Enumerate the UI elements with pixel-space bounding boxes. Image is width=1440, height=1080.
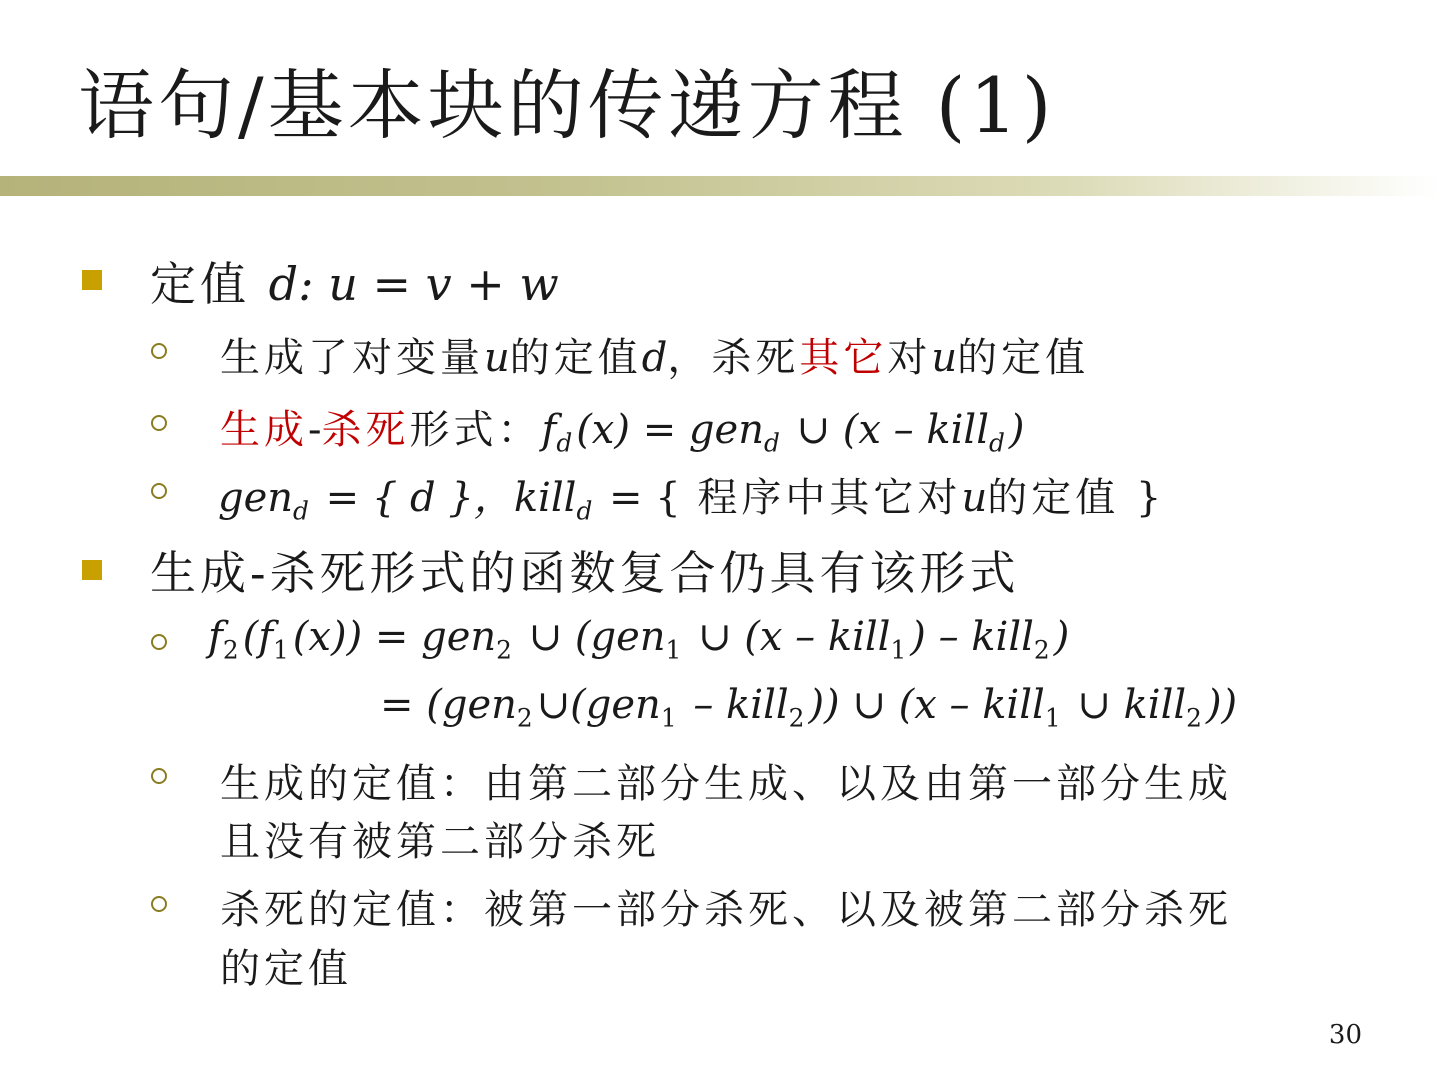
- subscript: 2: [788, 703, 809, 733]
- subscript: 2: [222, 635, 243, 665]
- sub-bullet-1-2: [220, 398, 1024, 458]
- var-u: u: [961, 475, 988, 521]
- subscript: 1: [273, 635, 293, 665]
- sub-bullet-1-3: [218, 466, 1165, 526]
- bullet-1-text: [150, 248, 559, 314]
- highlight-text: 生成: [220, 407, 308, 453]
- sub-bullet-2-2-line-2: 且没有被第二部分杀死: [220, 819, 660, 865]
- formula-part: (x)) = gen: [292, 614, 497, 660]
- formula-part: = {: [596, 475, 681, 521]
- formula-part: kill: [513, 475, 577, 521]
- bullet-1-formula: d: u = v + w: [268, 257, 559, 311]
- formula-part: ∪ (x – kill: [783, 407, 989, 453]
- sub-bullet-circle: [151, 634, 167, 650]
- formula-part: ∪ (gen: [515, 614, 666, 660]
- sub-bullet-circle: [151, 415, 167, 431]
- subscript: d: [556, 428, 577, 458]
- sub-bullet-2-1-line-2: [380, 682, 1237, 733]
- subscript: 1: [890, 635, 911, 665]
- formula-part: ) – kill: [910, 614, 1034, 660]
- formula-part: ): [1053, 614, 1070, 660]
- formula-part: ): [1008, 407, 1025, 453]
- subscript: 1: [1044, 703, 1065, 733]
- text: 的定值: [509, 335, 642, 381]
- text: 生成了对变量: [220, 335, 484, 381]
- slide-title: 语句/基本块的传递方程 (1): [78, 61, 1056, 150]
- var-u: u: [484, 335, 510, 381]
- formula-part: = (gen: [380, 682, 517, 728]
- text: ，杀死: [667, 335, 800, 381]
- sub-bullet-2-1-line-1: [208, 614, 1069, 665]
- highlight-text: 杀死: [321, 407, 410, 453]
- formula-part: ∪ kill: [1064, 682, 1187, 728]
- sub-bullet-2-2-line-1: 生成的定值：由第二部分生成、以及由第一部分生成: [220, 761, 1232, 807]
- formula-part: f: [541, 407, 557, 453]
- bullet-square-2: [82, 560, 102, 580]
- formula-part: (f: [242, 614, 274, 660]
- text: 对: [887, 335, 932, 381]
- formula-part: f: [208, 614, 223, 660]
- subscript: 2: [516, 703, 537, 733]
- subscript: 2: [496, 635, 516, 665]
- subscript: d: [763, 428, 784, 458]
- formula-part: (x) = gen: [576, 407, 764, 453]
- subscript: d: [576, 496, 597, 526]
- text: 的定值: [957, 335, 1090, 381]
- text: 的定值 }: [987, 475, 1166, 521]
- title-rule: [0, 176, 1440, 196]
- sub-bullet-1-1: [220, 326, 1089, 383]
- sub-bullet-circle: [151, 896, 167, 912]
- page-number: 30: [1328, 1020, 1362, 1050]
- subscript: 2: [1186, 703, 1206, 733]
- subscript: d: [989, 428, 1009, 458]
- formula-part: ∪(gen: [536, 682, 661, 728]
- sub-bullet-2-3-line-1: 杀死的定值：被第一部分杀死、以及被第二部分杀死: [220, 887, 1232, 933]
- formula-part: )): [1205, 682, 1238, 728]
- subscript: 1: [665, 635, 686, 665]
- var-u: u: [931, 335, 958, 381]
- sub-bullet-2-3-line-2: 的定值: [220, 946, 352, 992]
- bullet-square-1: [82, 270, 102, 290]
- formula-part: ∪ (x – kill: [685, 614, 891, 660]
- subscript: d: [293, 496, 313, 526]
- sub-bullet-circle: [151, 483, 167, 499]
- bullet-2-text: 生成-杀死形式的函数复合仍具有该形式: [150, 546, 1020, 600]
- text: 形式：: [409, 407, 542, 453]
- text: 程序中其它对: [680, 475, 962, 521]
- subscript: 2: [1033, 635, 1054, 665]
- var-d: d: [641, 335, 668, 381]
- bullet-1-prefix: 定值: [150, 257, 250, 311]
- subscript: 1: [660, 703, 681, 733]
- formula-part: = { d }，: [312, 475, 514, 521]
- formula-part: – kill: [680, 682, 789, 728]
- highlight-text: 其它: [799, 335, 888, 381]
- formula-part: )) ∪ (x – kill: [808, 682, 1045, 728]
- sub-bullet-circle: [151, 343, 167, 359]
- sub-bullet-circle: [151, 768, 167, 784]
- formula-part: gen: [218, 475, 294, 521]
- dash: -: [308, 407, 322, 453]
